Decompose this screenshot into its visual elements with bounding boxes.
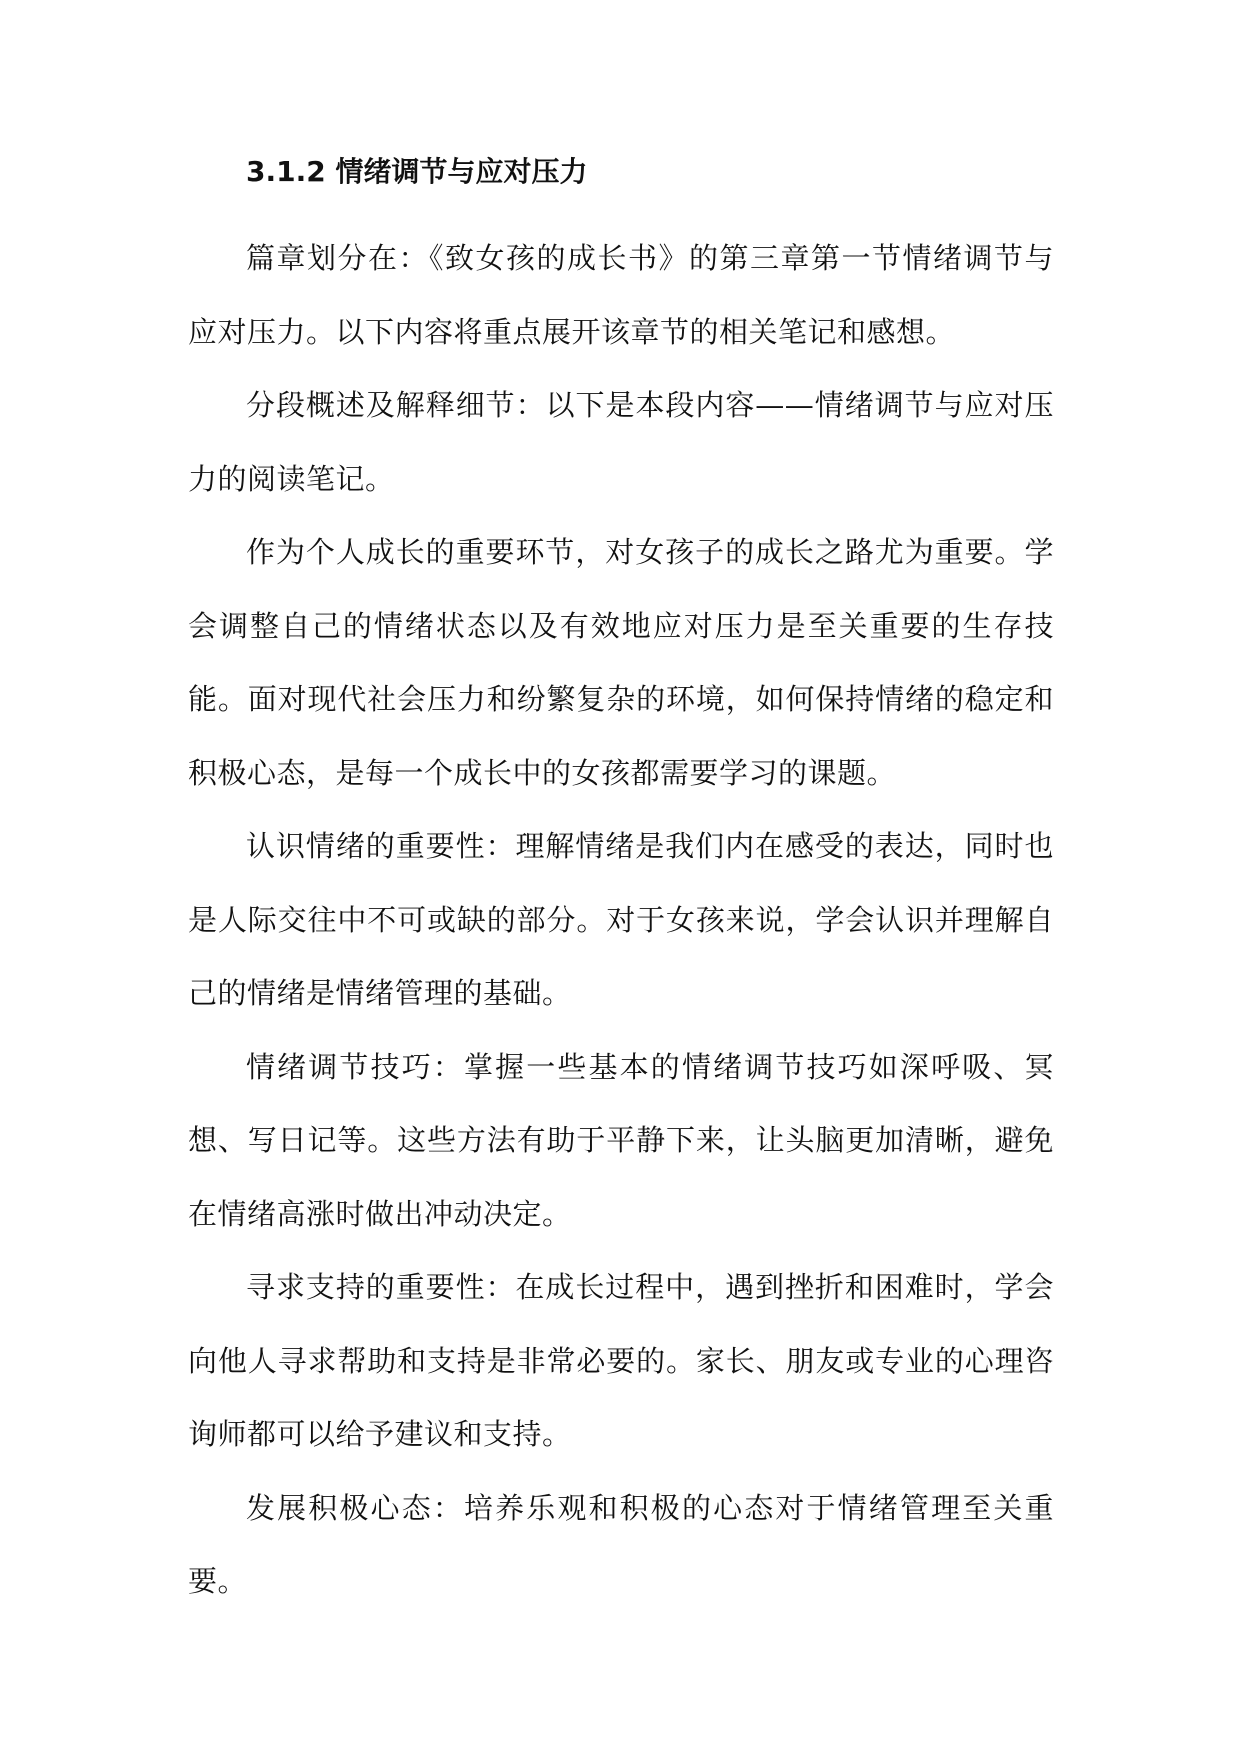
paragraph-seeking-support: 寻求支持的重要性：在成长过程中，遇到挫折和困难时，学会向他人寻求帮助和支持是非常必要的。家长、朋友或专业的心理咨询师都可以给予建议和支持。 [188, 1270, 1054, 1451]
document-body [188, 150, 1054, 1619]
paragraph-positive-mindset: 发展积极心态：培养乐观和积极的心态对于情绪管理至关重要。 [188, 1490, 1054, 1598]
paragraph-overview: 分段概述及解释细节：以下是本段内容——情绪调节与应对压力的阅读笔记。 [188, 388, 1054, 496]
paragraph-regulation-techniques: 情绪调节技巧：掌握一些基本的情绪调节技巧如深呼吸、冥想、写日记等。这些方法有助于平静下来，让头脑更加清晰，避免在情绪高涨时做出冲动决定。 [188, 1049, 1054, 1231]
paragraph-chapter-division: 篇章划分在：《致女孩的成长书》的第三章第一节情绪调节与应对压力。以下内容将重点展开该章节的相关笔记和感想。 [188, 241, 1054, 349]
paragraph-importance-of-growth: 作为个人成长的重要环节，对女孩子的成长之路尤为重要。学会调整自己的情绪状态以及有效地应对压力是至关重要的生存技能。面对现代社会压力和纷繁复杂的环境，如何保持情绪的稳定和积极心态，是每一个成长中的女孩都需要学习的课题。 [188, 535, 1054, 790]
paragraph-recognizing-emotions: 认识情绪的重要性：理解情绪是我们内在感受的表达，同时也是人际交往中不可或缺的部分。对于女孩来说，学会认识并理解自己的情绪是情绪管理的基础。 [188, 829, 1054, 1010]
section-heading: 3.1.2 情绪调节与应对压力 [246, 155, 588, 188]
